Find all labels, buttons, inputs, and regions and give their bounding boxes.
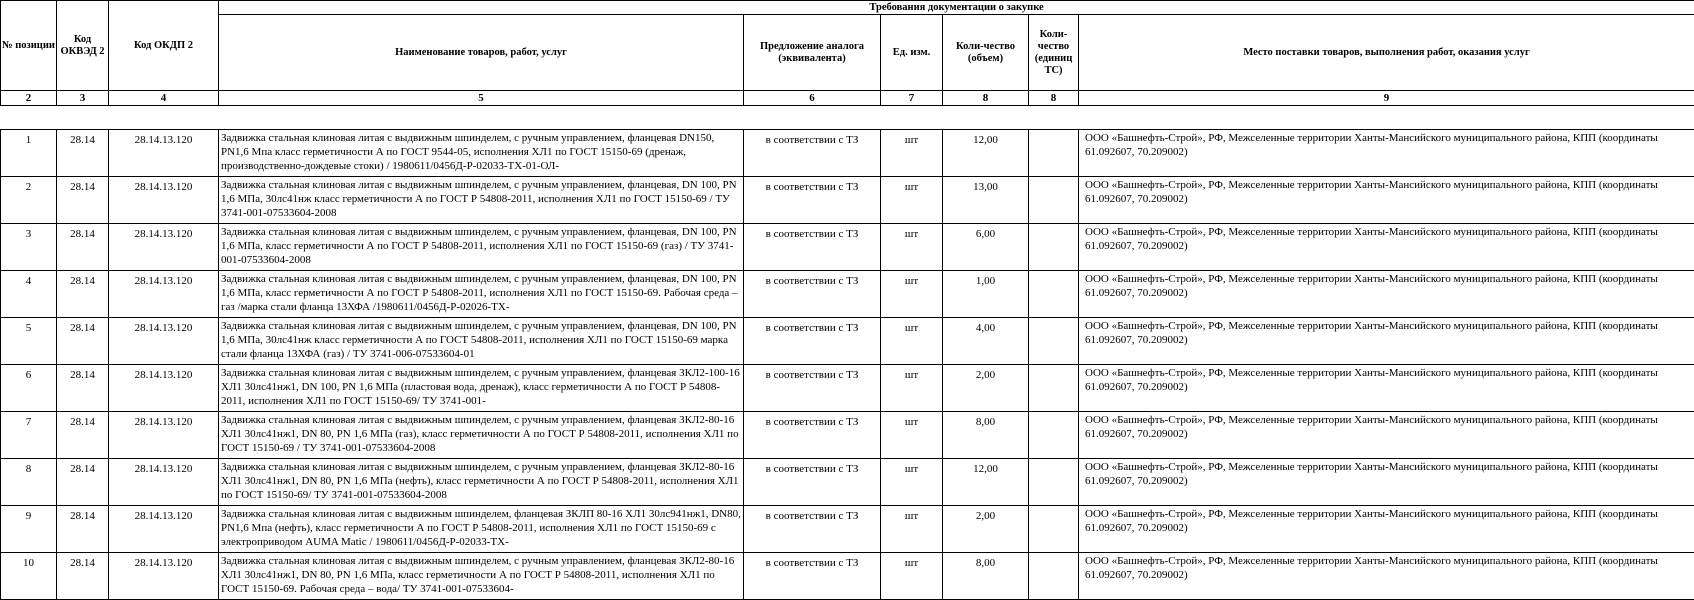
cell-delivery-place: ООО «Башнефть-Строй», РФ, Межселенные территории Ханты-Мансийского муниципального района, КПП (координаты 61.092607, 70.209002) bbox=[1079, 271, 1694, 318]
cell-okved: 28.14 bbox=[57, 412, 109, 459]
cell-okved: 28.14 bbox=[57, 177, 109, 224]
col-header-okved: Код ОКВЭД 2 bbox=[57, 1, 109, 91]
cell-unit: шт bbox=[881, 177, 943, 224]
cell-position: 7 bbox=[1, 412, 57, 459]
cell-item-name: Задвижка стальная клиновая литая с выдвижным шпинделем, с ручным управлением, фланцевая ЗКЛ2-80-16 ХЛ1 30лс41нж1, DN 80, PN 1,6 МПа, класс герметичности А по ГОСТ Р 54808-2011, исполнения ХЛ1 по ГОСТ 15150-69. Рабочая среда – вода/ ТУ 3741-001-07533604- bbox=[219, 553, 744, 600]
cell-unit: шт bbox=[881, 412, 943, 459]
cell-okved: 28.14 bbox=[57, 506, 109, 553]
table-row bbox=[1, 271, 1694, 318]
column-number-row bbox=[1, 91, 1694, 106]
cell-item-name: Задвижка стальная клиновая литая с выдвижным шпинделем, с ручным управлением, фланцевая ЗКЛ2-100-16 ХЛ1 30лс41нж1, DN 100, PN 1,6 МПа (пластовая вода, дренаж), класс герметичности А по ГОСТ Р 54808-2011, исполнения ХЛ1 по ГОСТ 15150-69/ ТУ 3741-001- bbox=[219, 365, 744, 412]
col-header-position: № позиции bbox=[1, 1, 57, 91]
cell-item-name: Задвижка стальная клиновая литая с выдвижным шпинделем, с ручным управлением, фланцевая, DN 100, PN 1,6 МПа, 30лс41нж класс герметичности А по ГОСТ 54808-2011, исполнения ХЛ1 по ГОСТ 15150-69 марка стали фланца 13ХФА (газ) / ТУ 3741-006-07533604-01 bbox=[219, 318, 744, 365]
cell-analog: в соответствии с ТЗ bbox=[744, 177, 881, 224]
cell-unit: шт bbox=[881, 459, 943, 506]
cell-quantity-ts bbox=[1029, 365, 1079, 412]
cell-quantity-ts bbox=[1029, 130, 1079, 177]
col-number: 7 bbox=[881, 91, 943, 106]
cell-quantity-ts bbox=[1029, 553, 1079, 600]
cell-position: 1 bbox=[1, 130, 57, 177]
col-number: 9 bbox=[1079, 91, 1694, 106]
cell-item-name: Задвижка стальная клиновая литая с выдвижным шпинделем, с ручным управлением, фланцевая DN150, PN1,6 Мпа класс герметичности А по ГОСТ 9544-05, исполнения ХЛ1 по ГОСТ 15150-69 (дренаж, производственно-дождевые стоки) / 1980611/0456Д-Р-02033-ТХ-01-ОЛ- bbox=[219, 130, 744, 177]
cell-quantity: 8,00 bbox=[943, 553, 1029, 600]
cell-position: 3 bbox=[1, 224, 57, 271]
cell-okdp: 28.14.13.120 bbox=[109, 459, 219, 506]
col-number: 8 bbox=[943, 91, 1029, 106]
table-row bbox=[1, 412, 1694, 459]
col-number: 6 bbox=[744, 91, 881, 106]
cell-item-name: Задвижка стальная клиновая литая с выдвижным шпинделем, с ручным управлением, фланцевая, DN 100, PN 1,6 МПа, класс герметичности А по ГОСТ Р 54808-2011, исполнения ХЛ1 по ГОСТ 15150-69. Рабочая среда – газ /марка стали фланца 13ХФА /1980611/0456Д-Р-02026-ТХ- bbox=[219, 271, 744, 318]
table-row bbox=[1, 459, 1694, 506]
cell-analog: в соответствии с ТЗ bbox=[744, 365, 881, 412]
col-header-group: Требования документации о закупке bbox=[219, 1, 1694, 15]
cell-delivery-place: ООО «Башнефть-Строй», РФ, Межселенные территории Ханты-Мансийского муниципального района, КПП (координаты 61.092607, 70.209002) bbox=[1079, 506, 1694, 553]
cell-quantity: 2,00 bbox=[943, 365, 1029, 412]
cell-item-name: Задвижка стальная клиновая литая с выдвижным шпинделем, с ручным управлением, фланцевая ЗКЛ2-80-16 ХЛ1 30лс41нж1, DN 80, PN 1,6 МПа (газ), класс герметичности А по ГОСТ Р 54808-2011, исполнения ХЛ1 по ГОСТ 15150-69 / ТУ 3741-001-07533604-2008 bbox=[219, 412, 744, 459]
cell-okdp: 28.14.13.120 bbox=[109, 365, 219, 412]
cell-quantity: 13,00 bbox=[943, 177, 1029, 224]
cell-okdp: 28.14.13.120 bbox=[109, 224, 219, 271]
cell-analog: в соответствии с ТЗ bbox=[744, 553, 881, 600]
col-header-name: Наименование товаров, работ, услуг bbox=[219, 15, 744, 91]
cell-unit: шт bbox=[881, 318, 943, 365]
cell-analog: в соответствии с ТЗ bbox=[744, 506, 881, 553]
cell-okved: 28.14 bbox=[57, 365, 109, 412]
table-row bbox=[1, 130, 1694, 177]
cell-okved: 28.14 bbox=[57, 224, 109, 271]
cell-delivery-place: ООО «Башнефть-Строй», РФ, Межселенные территории Ханты-Мансийского муниципального района, КПП (координаты 61.092607, 70.209002) bbox=[1079, 177, 1694, 224]
col-header-qty-ts: Коли-чество (единиц ТС) bbox=[1029, 15, 1079, 91]
table-row bbox=[1, 506, 1694, 553]
cell-item-name: Задвижка стальная клиновая литая с выдвижным шпинделем, фланцевая ЗКЛП 80-16 ХЛ1 30лс941нж1, DN80, PN1,6 Мпа (нефть), класс герметичности А по ГОСТ Р 54808-2011, исполнения ХЛ1 по ГОСТ 15150-69 с электроприводом AUMA Matic / 1980611/0456Д-Р-02033-ТХ- bbox=[219, 506, 744, 553]
cell-okved: 28.14 bbox=[57, 130, 109, 177]
table-row bbox=[1, 553, 1694, 600]
col-header-unit: Ед. изм. bbox=[881, 15, 943, 91]
table-row bbox=[1, 177, 1694, 224]
cell-delivery-place: ООО «Башнефть-Строй», РФ, Межселенные территории Ханты-Мансийского муниципального района, КПП (координаты 61.092607, 70.209002) bbox=[1079, 553, 1694, 600]
cell-quantity: 4,00 bbox=[943, 318, 1029, 365]
cell-quantity: 12,00 bbox=[943, 130, 1029, 177]
cell-okdp: 28.14.13.120 bbox=[109, 553, 219, 600]
cell-okdp: 28.14.13.120 bbox=[109, 506, 219, 553]
cell-analog: в соответствии с ТЗ bbox=[744, 459, 881, 506]
cell-quantity-ts bbox=[1029, 459, 1079, 506]
cell-unit: шт bbox=[881, 365, 943, 412]
cell-okdp: 28.14.13.120 bbox=[109, 271, 219, 318]
cell-unit: шт bbox=[881, 553, 943, 600]
col-header-okdp: Код ОКДП 2 bbox=[109, 1, 219, 91]
table-row bbox=[1, 365, 1694, 412]
cell-delivery-place: ООО «Башнефть-Строй», РФ, Межселенные территории Ханты-Мансийского муниципального района, КПП (координаты 61.092607, 70.209002) bbox=[1079, 459, 1694, 506]
col-header-place: Место поставки товаров, выполнения работ, оказания услуг bbox=[1079, 15, 1694, 91]
cell-quantity: 6,00 bbox=[943, 224, 1029, 271]
cell-quantity-ts bbox=[1029, 506, 1079, 553]
col-header-qty: Коли-чество (объем) bbox=[943, 15, 1029, 91]
cell-analog: в соответствии с ТЗ bbox=[744, 130, 881, 177]
cell-position: 5 bbox=[1, 318, 57, 365]
cell-okdp: 28.14.13.120 bbox=[109, 130, 219, 177]
cell-quantity: 12,00 bbox=[943, 459, 1029, 506]
cell-delivery-place: ООО «Башнефть-Строй», РФ, Межселенные территории Ханты-Мансийского муниципального района, КПП (координаты 61.092607, 70.209002) bbox=[1079, 130, 1694, 177]
cell-analog: в соответствии с ТЗ bbox=[744, 318, 881, 365]
cell-position: 10 bbox=[1, 553, 57, 600]
cell-unit: шт bbox=[881, 224, 943, 271]
cell-analog: в соответствии с ТЗ bbox=[744, 224, 881, 271]
cell-quantity: 8,00 bbox=[943, 412, 1029, 459]
cell-okved: 28.14 bbox=[57, 271, 109, 318]
table-row bbox=[1, 318, 1694, 365]
cell-position: 9 bbox=[1, 506, 57, 553]
cell-position: 6 bbox=[1, 365, 57, 412]
col-number: 5 bbox=[219, 91, 744, 106]
header-table bbox=[0, 0, 1694, 106]
cell-quantity: 1,00 bbox=[943, 271, 1029, 318]
cell-delivery-place: ООО «Башнефть-Строй», РФ, Межселенные территории Ханты-Мансийского муниципального района, КПП (координаты 61.092607, 70.209002) bbox=[1079, 224, 1694, 271]
table-row bbox=[1, 224, 1694, 271]
cell-quantity-ts bbox=[1029, 271, 1079, 318]
cell-quantity-ts bbox=[1029, 224, 1079, 271]
cell-okved: 28.14 bbox=[57, 553, 109, 600]
col-number: 4 bbox=[109, 91, 219, 106]
items-table bbox=[0, 129, 1694, 600]
cell-quantity-ts bbox=[1029, 177, 1079, 224]
cell-okdp: 28.14.13.120 bbox=[109, 412, 219, 459]
cell-quantity: 2,00 bbox=[943, 506, 1029, 553]
col-number: 3 bbox=[57, 91, 109, 106]
cell-quantity-ts bbox=[1029, 318, 1079, 365]
cell-quantity-ts bbox=[1029, 412, 1079, 459]
col-number: 8 bbox=[1029, 91, 1079, 106]
cell-item-name: Задвижка стальная клиновая литая с выдвижным шпинделем, с ручным управлением, фланцевая ЗКЛ2-80-16 ХЛ1 30лс41нж1, DN 80, PN 1,6 МПа (нефть), класс герметичности А по ГОСТ Р 54808-2011, исполнения ХЛ1 по ГОСТ 15150-69/ ТУ 3741-001-07533604-2008 bbox=[219, 459, 744, 506]
cell-unit: шт bbox=[881, 130, 943, 177]
cell-position: 2 bbox=[1, 177, 57, 224]
cell-okved: 28.14 bbox=[57, 459, 109, 506]
cell-okdp: 28.14.13.120 bbox=[109, 318, 219, 365]
cell-analog: в соответствии с ТЗ bbox=[744, 271, 881, 318]
cell-position: 4 bbox=[1, 271, 57, 318]
cell-delivery-place: ООО «Башнефть-Строй», РФ, Межселенные территории Ханты-Мансийского муниципального района, КПП (координаты 61.092607, 70.209002) bbox=[1079, 412, 1694, 459]
cell-analog: в соответствии с ТЗ bbox=[744, 412, 881, 459]
cell-okdp: 28.14.13.120 bbox=[109, 177, 219, 224]
cell-okved: 28.14 bbox=[57, 318, 109, 365]
cell-item-name: Задвижка стальная клиновая литая с выдвижным шпинделем, с ручным управлением, фланцевая, DN 100, PN 1,6 МПа, 30лс41нж класс герметичности А по ГОСТ Р 54808-2011, исполнения ХЛ1 по ГОСТ 15150-69 / ТУ 3741-001-07533604-2008 bbox=[219, 177, 744, 224]
cell-item-name: Задвижка стальная клиновая литая с выдвижным шпинделем, с ручным управлением, фланцевая, DN 100, PN 1,6 МПа, класс герметичности А по ГОСТ Р 54808-2011, исполнения ХЛ1 по ГОСТ 15150-69 (газ) / ТУ 3741-001-07533604-2008 bbox=[219, 224, 744, 271]
cell-delivery-place: ООО «Башнефть-Строй», РФ, Межселенные территории Ханты-Мансийского муниципального района, КПП (координаты 61.092607, 70.209002) bbox=[1079, 365, 1694, 412]
cell-unit: шт bbox=[881, 271, 943, 318]
col-number: 2 bbox=[1, 91, 57, 106]
col-header-analog: Предложение аналога (эквивалента) bbox=[744, 15, 881, 91]
cell-unit: шт bbox=[881, 506, 943, 553]
cell-position: 8 bbox=[1, 459, 57, 506]
cell-delivery-place: ООО «Башнефть-Строй», РФ, Межселенные территории Ханты-Мансийского муниципального района, КПП (координаты 61.092607, 70.209002) bbox=[1079, 318, 1694, 365]
